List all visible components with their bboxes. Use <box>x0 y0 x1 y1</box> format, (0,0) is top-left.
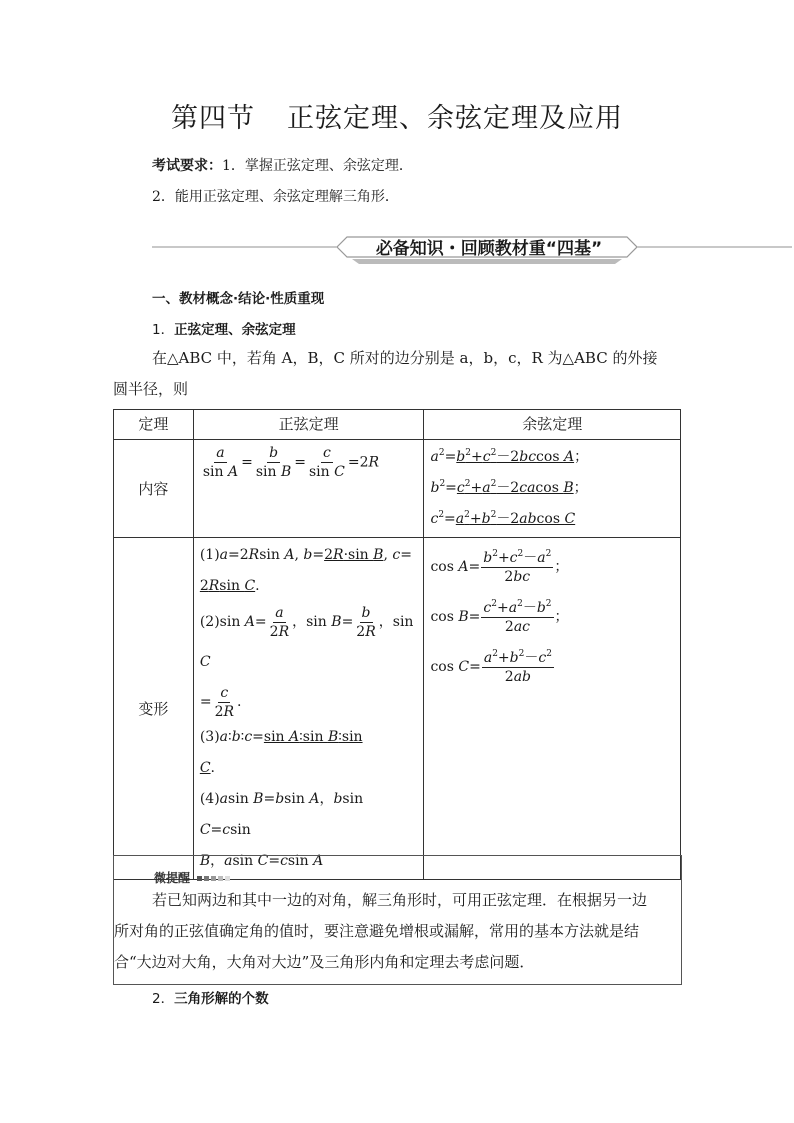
subsection-heading-1: 1．正弦定理、余弦定理 <box>152 322 296 338</box>
tip-line-2: 所对角的正弦值确定角的值时，要注意避免增根或漏解，常用的基本方法就是结 <box>114 922 640 940</box>
title-text: 正弦定理、余弦定理及应用 <box>287 103 623 134</box>
subsection-heading-2: 2．三角形解的个数 <box>152 991 269 1007</box>
exam-requirements-line2: 2．能用正弦定理、余弦定理解三角形． <box>152 189 399 205</box>
exam-requirements-line1 <box>152 155 413 175</box>
row-label-content: 内容 <box>114 440 194 538</box>
tip-label: 微提醒 <box>154 871 191 885</box>
intro-line-1: 在△ABC 中，若角 A，B，C 所对的边分别是 a，b，c，R 为△ABC 的外接 <box>152 349 658 367</box>
intro-line-2: 圆半径，则 <box>113 380 189 398</box>
table-row-variants <box>114 538 681 880</box>
sine-law-variants: (1)a=2Rsin A, b=2R·sin B, c= 2Rsin C. (2)sin A= $\frac{a}{2R}$ ，sin B= $\frac{b}{2R}$ ，sin C = $\frac{c}{2R}$ . (3)a∶b∶c=sin A∶sin B∶sin C. (4)asin B=bsin A，bsin C=csin B，asin C=csin A <box>193 538 424 880</box>
table-header: 定理 <box>114 410 194 440</box>
requirements-text-1: 1．掌握正弦定理、余弦定理． <box>222 158 413 174</box>
tip-line-1: 若已知两边和其中一边的对角，解三角形时，可用正弦定理．在根据另一边 <box>152 891 648 909</box>
cosine-law-formulas: $a^2=b^2+c^2-2bccos$ A； $b^2=c^2+a^2-2cacos$ B； $c^2=a^2+b^2-2abcos$ C <box>424 440 681 538</box>
tip-line-3: 合“大边对大角，大角对大边”及三角形内角和定理去考虑问题． <box>114 953 535 971</box>
cosine-law-variants: cos A= $\frac{b^2+c^2-a^2}{2bc}$ ； cos B= $\frac{c^2+a^2-b^2}{2ac}$ ； cos C= $\frac{a^2+b^2-c^2}{2ab}$ <box>424 538 681 880</box>
theorem-table <box>113 409 681 880</box>
banner-line-right <box>637 246 792 248</box>
banner-text: 必备知识・回顾教材重“四基” <box>375 239 603 259</box>
tip-squares <box>195 867 230 886</box>
table-row-content <box>114 440 681 538</box>
section-heading: 一、教材概念·结论·性质重现 <box>152 291 325 307</box>
table-header: 正弦定理 <box>193 410 424 440</box>
row-label-variants: 变形 <box>114 538 194 880</box>
tip-header <box>154 867 230 886</box>
title-section-number: 第四节 <box>171 103 255 134</box>
sine-law-formula: $\frac{a}{\text{sin A}}$ = $\frac{b}{\text{sin B}}$ = $\frac{c}{\text{sin C}}$ =2R <box>193 440 424 538</box>
table-header-row <box>114 410 681 440</box>
page-title <box>0 96 794 135</box>
banner-line-left <box>152 246 352 248</box>
requirements-label: 考试要求： <box>152 158 222 174</box>
tip-box <box>113 855 682 985</box>
section-banner <box>152 235 792 265</box>
table-header: 余弦定理 <box>424 410 681 440</box>
